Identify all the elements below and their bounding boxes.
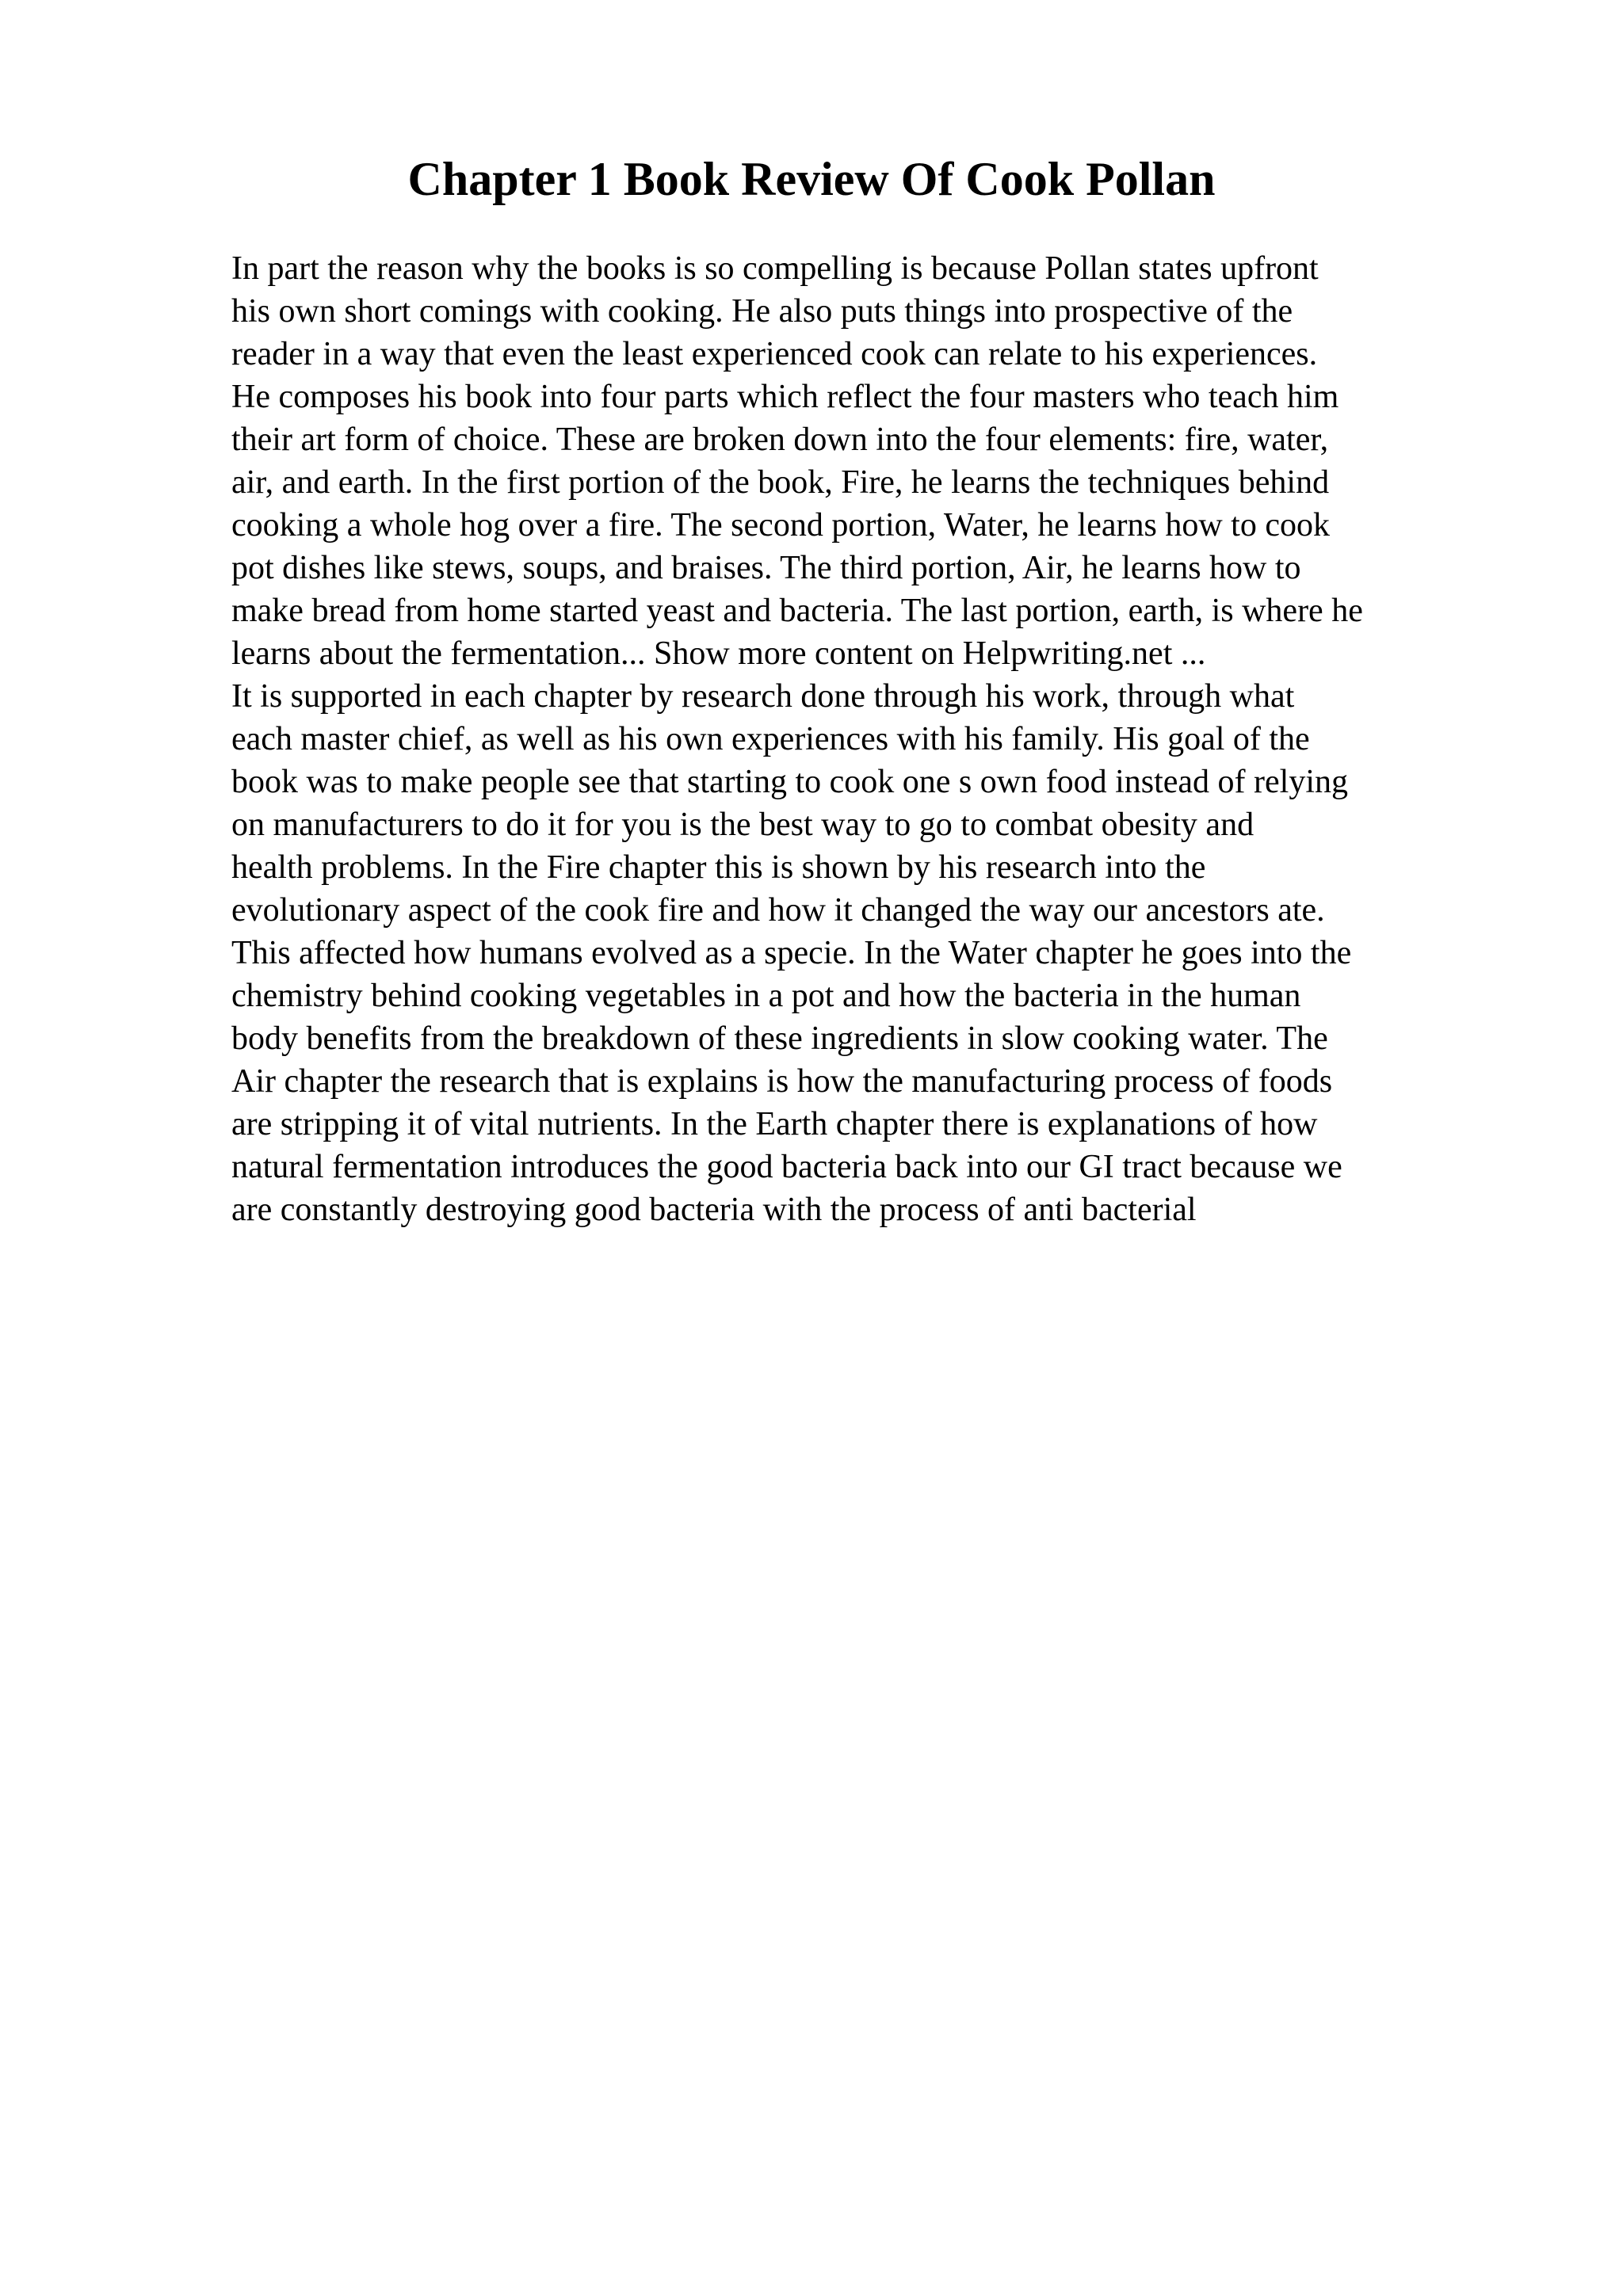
text-line: Air chapter the research that is explains is how the manufacturing process of foods xyxy=(231,1063,1333,1100)
text-line: This affected how humans evolved as a specie. In the Water chapter he goes into the xyxy=(231,935,1352,971)
text-line: their art form of choice. These are broken down into the four elements: fire, water, xyxy=(231,421,1329,458)
text-line: In part the reason why the books is so compelling is because Pollan states upfront xyxy=(231,250,1319,287)
text-line: He composes his book into four parts which reflect the four masters who teach him xyxy=(231,379,1339,415)
text-line: It is supported in each chapter by research done through his work, through what xyxy=(231,678,1295,715)
text-line: air, and earth. In the first portion of the book, Fire, he learns the techniques behind xyxy=(231,464,1330,501)
text-line: body benefits from the breakdown of these ingredients in slow cooking water. The xyxy=(231,1020,1328,1057)
body-text xyxy=(231,247,1515,1231)
text-line: make bread from home started yeast and bacteria. The last portion, earth, is where he xyxy=(231,593,1363,629)
text-line: pot dishes like stews, soups, and braises. The third portion, Air, he learns how to xyxy=(231,550,1301,586)
text-line: evolutionary aspect of the cook fire and how it changed the way our ancestors ate. xyxy=(231,892,1325,929)
text-line: natural fermentation introduces the good bacteria back into our GI tract because we xyxy=(231,1149,1342,1185)
text-line: are constantly destroying good bacteria with the process of anti bacterial xyxy=(231,1192,1197,1228)
text-line: cooking a whole hog over a fire. The second portion, Water, he learns how to cook xyxy=(231,507,1330,543)
text-line: reader in a way that even the least experienced cook can relate to his experiences. xyxy=(231,336,1318,372)
text-line: chemistry behind cooking vegetables in a pot and how the bacteria in the human xyxy=(231,978,1301,1014)
page-title: Chapter 1 Book Review Of Cook Pollan xyxy=(407,153,1216,205)
text-line: his own short comings with cooking. He also puts things into prospective of the xyxy=(231,293,1293,330)
text-line: book was to make people see that starting to cook one s own food instead of relying xyxy=(231,764,1349,800)
text-line: learns about the fermentation... Show more content on Helpwriting.net ... xyxy=(231,635,1206,672)
text-line: each master chief, as well as his own experiences with his family. His goal of the xyxy=(231,721,1310,757)
text-line: on manufacturers to do it for you is the best way to go to combat obesity and xyxy=(231,807,1254,843)
text-line: health problems. In the Fire chapter this is shown by his research into the xyxy=(231,849,1206,886)
text-line: are stripping it of vital nutrients. In the Earth chapter there is explanations of how xyxy=(231,1106,1318,1142)
